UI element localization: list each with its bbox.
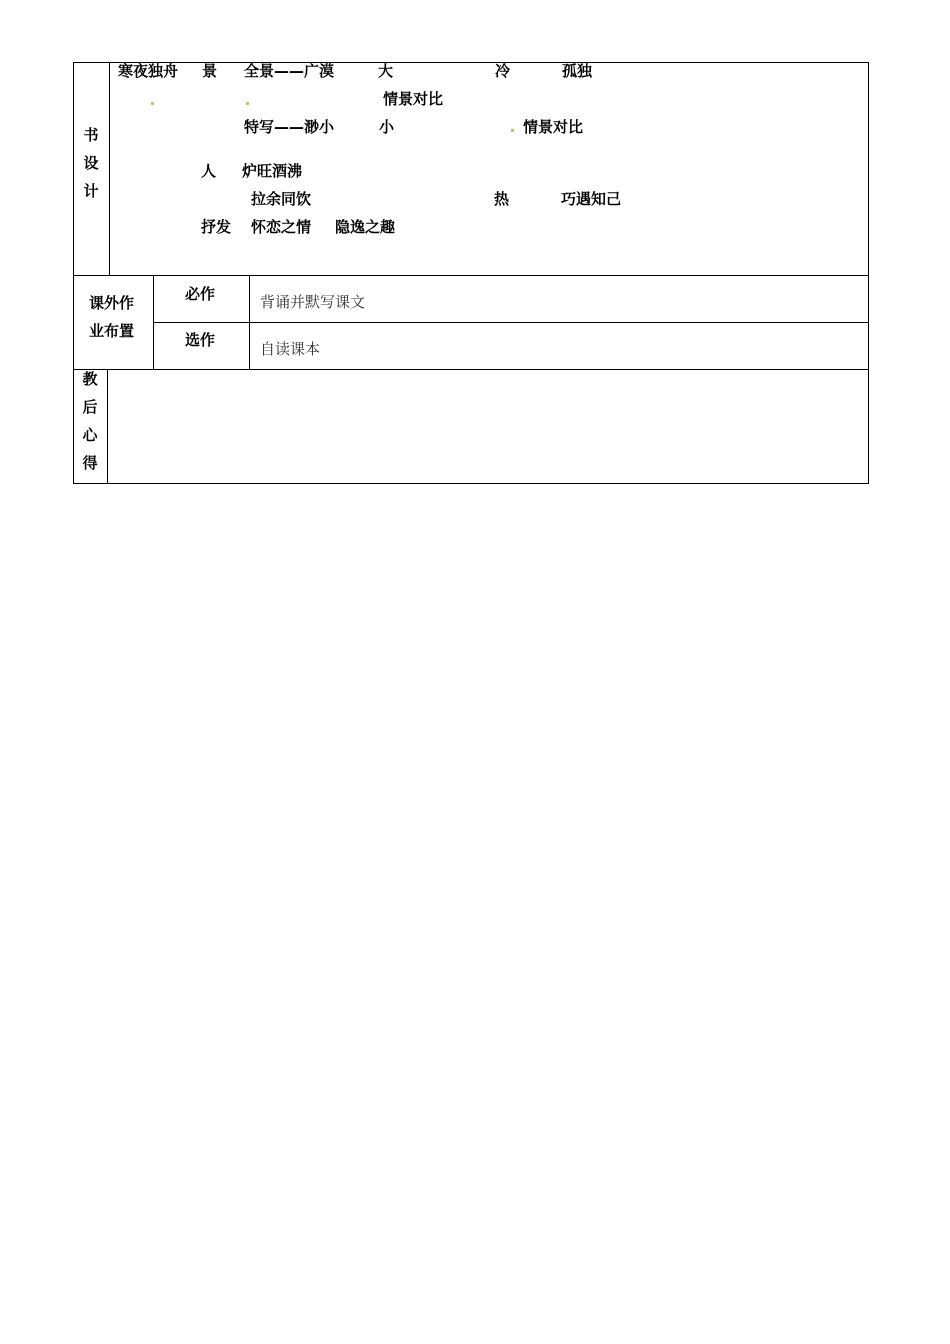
board-fire: 炉旺酒沸 [242, 162, 303, 180]
homework-required-content: 背诵并默写课文 [260, 293, 366, 311]
table-top-border [73, 62, 869, 63]
board-title: 寒夜独舟 [118, 62, 179, 80]
table-left-border [73, 62, 74, 484]
table-divider-2 [73, 369, 869, 370]
homework-label-line1: 课外作 [89, 294, 135, 312]
board-hot: 热 [494, 190, 510, 208]
board-cold: 冷 [495, 62, 511, 80]
table-bottom-border [73, 483, 869, 484]
board-big: 大 [378, 62, 394, 80]
reflection-label-divider [107, 369, 108, 483]
marker-dot [151, 102, 154, 105]
board-drink: 拉余同饮 [251, 190, 312, 208]
board-design-label-char: 计 [83, 182, 99, 200]
board-design-label-char: 设 [83, 154, 99, 172]
marker-dot [511, 129, 514, 132]
board-person: 人 [201, 162, 217, 180]
board-contrast-1: 情景对比 [383, 90, 444, 108]
board-reclusive: 隐逸之趣 [335, 218, 396, 236]
homework-label-divider [153, 275, 154, 369]
homework-required-label: 必作 [185, 285, 216, 303]
reflection-label [80, 365, 100, 477]
board-express: 抒发 [201, 218, 232, 236]
reflection-label-char: 教 [82, 370, 98, 388]
reflection-label-char: 得 [82, 454, 98, 472]
board-panorama: 全景——广漠 [244, 62, 335, 80]
homework-label-line2: 业布置 [89, 322, 135, 340]
board-small: 小 [379, 118, 395, 136]
reflection-label-char: 心 [82, 426, 98, 444]
board-design-label [81, 121, 101, 205]
board-label-divider [109, 62, 110, 275]
board-contrast-2: 情景对比 [523, 118, 584, 136]
reflection-label-char: 后 [82, 398, 98, 416]
homework-optional-content: 自读课本 [260, 340, 321, 358]
table-divider-1 [73, 275, 869, 276]
homework-optional-label: 选作 [185, 331, 216, 349]
board-design-label-char: 书 [83, 126, 99, 144]
board-nostalgia: 怀恋之情 [251, 218, 312, 236]
table-right-border [868, 62, 869, 484]
homework-type-divider [249, 275, 250, 369]
board-closeup: 特写——渺小 [244, 118, 335, 136]
board-scene: 景 [202, 62, 218, 80]
marker-dot [246, 102, 249, 105]
board-friend: 巧遇知己 [561, 190, 622, 208]
board-lonely: 孤独 [562, 62, 593, 80]
table-divider-homework [153, 322, 869, 323]
